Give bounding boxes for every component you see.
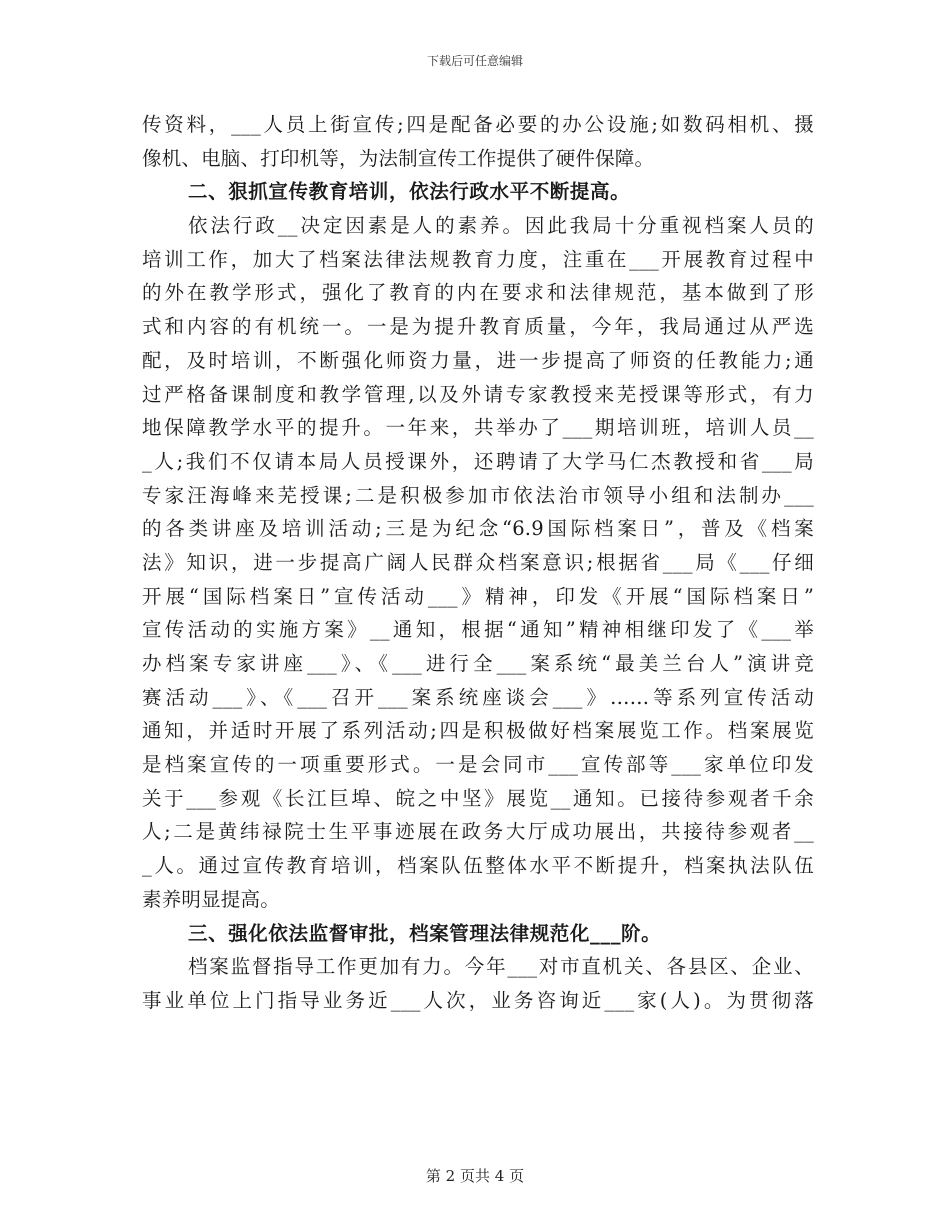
body-line: 的各类讲座及培训活动;三是为纪念“6.9国际档案日”，普及《档案 [142,517,814,541]
body-line: 传资料，___人员上街宣传;四是配备必要的办公设施;如数码相机、摄 [142,113,814,136]
body-line: 宣传活动的实施方案》__通知，根据“通知”精神相继印发了《___举 [142,618,814,642]
body-line: _人;我们不仅请本局人员授课外，还聘请了大学马仁杰教授和省___局 [142,449,814,473]
body-line: 人;二是黄纬禄院士生平事迹展在政务大厅成功展出，共接待参观者__ [142,820,814,844]
body-line: 式和内容的有机统一。一是为提升教育质量，今年，我局通过从严选 [142,315,814,339]
body-line: 的外在教学形式，强化了教育的内在要求和法律规范，基本做到了形 [142,281,814,305]
page-footer: 第 2 页共 4 页 [425,1167,525,1185]
page-header: 下载后可任意编辑 [426,54,523,68]
body-line: 像机、电脑、打印机等，为法制宣传工作提供了硬件保障。 [142,146,655,170]
body-line: 赛活动___》、《___召开___案系统座谈会___》……等系列宣传活动 [142,685,814,709]
body-line: 配，及时培训，不断强化师资力量，进一步提高了师资的任教能力;通 [142,348,814,372]
body-line: 通知，并适时开展了系列活动;四是积极做好档案展览工作。档案展览 [142,719,814,743]
body-line: 法》知识，进一步提高广阔人民群众档案意识;根据省___局《___仔细 [142,550,814,574]
body-line: _人。通过宣传教育培训，档案队伍整体水平不断提升，档案执法队伍 [142,854,814,878]
document-body [142,108,814,1018]
body-line: 素养明显提高。 [142,887,280,911]
body-line: 地保障教学水平的提升。一年来，共举办了___期培训班，培训人员__ [142,416,814,440]
section-heading: 三、强化依法监督审批，档案管理法律规范化___阶。 [188,921,662,945]
body-line: 办档案专家讲座___》、《___进行全___案系统“最美兰台人”演讲竞 [142,652,814,675]
body-line: 依法行政__决定因素是人的素养。因此我局十分重视档案人员的 [188,214,814,238]
body-line: 档案监督指导工作更加有力。今年___对市直机关、各县区、企业、 [188,955,814,979]
body-line: 开展“国际档案日”宣传活动___》精神，印发《开展“国际档案日” [142,584,814,608]
body-line: 是档案宣传的一项重要形式。一是会同市___宣传部等___家单位印发 [142,753,814,777]
body-line: 关于___参观《长江巨埠、皖之中坚》展览__通知。已接待参观者千余 [142,786,814,810]
body-line: 专家汪海峰来芜授课;二是积极参加市依法治市领导小组和法制办___ [142,483,814,507]
body-line: 培训工作，加大了档案法律法规教育力度，注重在___开展教育过程中 [142,247,814,271]
body-line: 过严格备课制度和教学管理,以及外请专家教授来芜授课等形式，有力 [142,382,814,406]
body-line: 事业单位上门指导业务近___人次，业务咨询近___家(人)。为贯彻落 [142,988,814,1012]
section-heading: 二、狠抓宣传教育培训，依法行政水平不断提高。 [188,180,631,204]
